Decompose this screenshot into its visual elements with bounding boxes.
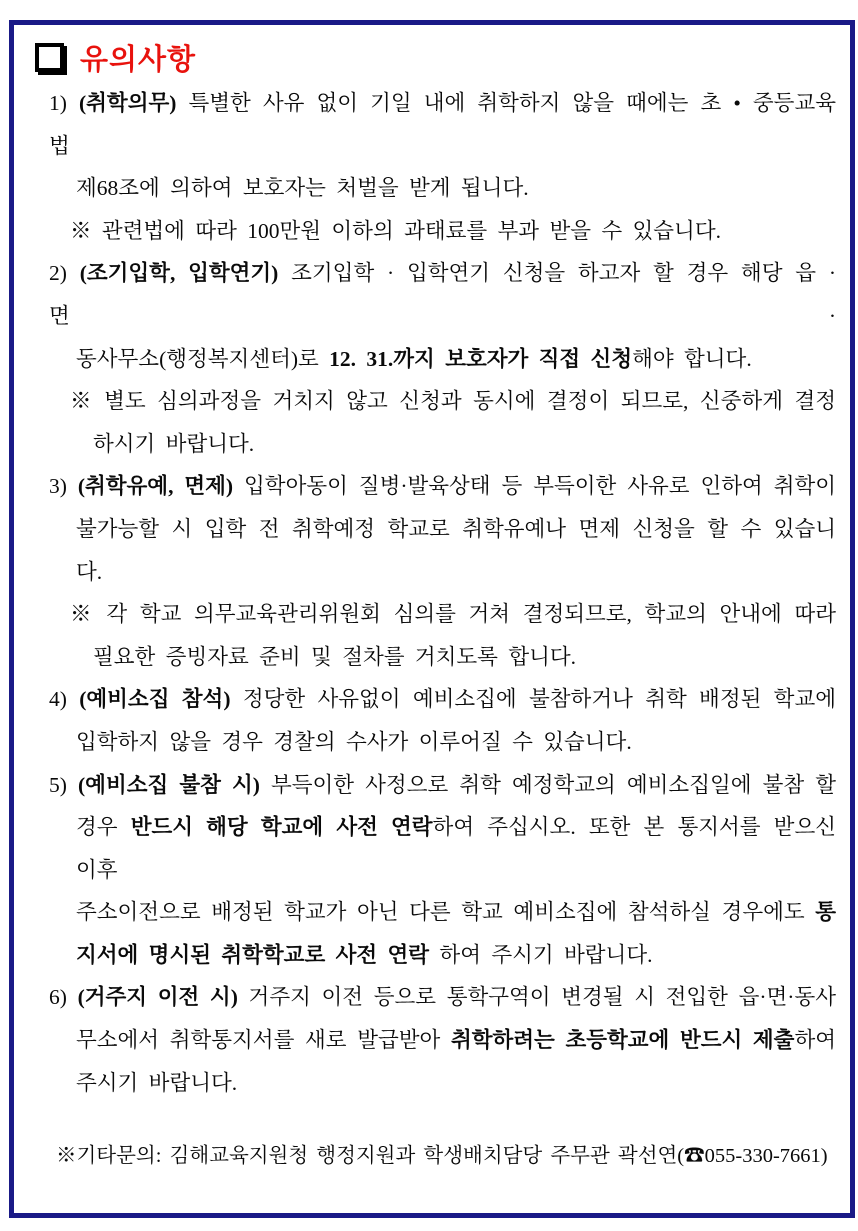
page-content <box>14 25 850 1168</box>
body-text: 필요한 증빙자료 준비 및 절차를 거치도록 합니다. <box>93 644 577 669</box>
contact-info: ※기타문의: 김해교육지원청 행정지원과 학생배치담당 주무관 곽선연(☎055-330-7661) <box>56 1145 828 1168</box>
emphasis-text: 취학하려는 초등학교에 반드시 제출 <box>450 1028 795 1053</box>
page-border-frame <box>9 20 855 1218</box>
body-text: 거주지 이전 등으로 통학구역이 변경될 시 전입한 읍·면·동사 <box>237 985 837 1010</box>
notice-line <box>27 508 836 593</box>
body-text: 하여 주십시오. 또한 본 통지서를 받으신 이후 <box>76 815 836 882</box>
body-text: 해야 합니다. <box>632 346 752 371</box>
body-text: 입학아동이 질병·발육상태 등 부득이한 사유로 인하여 취학이 <box>233 474 836 499</box>
notice-line <box>27 1062 836 1105</box>
body-text: 하여 주시기 바랍니다. <box>429 942 653 967</box>
emphasis-text: 반드시 해당 학교에 사전 연락 <box>130 815 433 840</box>
notice-line <box>27 593 836 636</box>
emphasis-text: 12. 31.까지 보호자가 직접 신청 <box>329 346 633 371</box>
shadowed-square-icon <box>35 43 64 72</box>
emphasis-text: 통 <box>815 900 836 925</box>
body-text: 2) <box>49 261 80 286</box>
body-text: 6) <box>49 985 78 1010</box>
body-text: 경우 <box>76 815 131 840</box>
notice-line <box>27 678 836 721</box>
notice-line <box>27 1019 836 1062</box>
notice-line <box>27 891 836 934</box>
body-text: 동사무소(행정복지센터)로 <box>76 346 330 371</box>
notice-line <box>27 934 836 977</box>
body-text: 입학하지 않을 경우 경찰의 수사가 이루어질 수 있습니다. <box>76 729 632 754</box>
body-text: 불가능할 시 입학 전 취학예정 학교로 취학유예나 면제 신청을 할 수 있습니다. <box>76 516 836 584</box>
notice-line <box>27 82 836 167</box>
body-text: 주소이전으로 배정된 학교가 아닌 다른 학교 예비소집에 참석하실 경우에도 <box>76 900 816 925</box>
emphasis-text: (거주지 이전 시) <box>77 985 238 1010</box>
emphasis-text: (취학유예, 면제) <box>77 474 234 499</box>
emphasis-text: (예비소집 불참 시) <box>78 772 260 797</box>
body-text: 정당한 사유없이 예비소집에 불참하거나 취학 배정된 학교에 <box>230 687 836 712</box>
notice-line <box>27 167 836 210</box>
notice-line <box>27 636 836 679</box>
body-text: 무소에서 취학통지서를 새로 발급받아 <box>76 1028 451 1053</box>
body-text: 하시기 바랍니다. <box>93 431 255 456</box>
body-text: 조기입학 · 입학연기 신청을 하고자 할 경우 해당 읍 · 면 · <box>49 261 836 328</box>
emphasis-text: 지서에 명시된 취학학교로 사전 연락 <box>76 942 430 967</box>
body-text: 4) <box>49 687 80 712</box>
section-title: 유의사항 <box>80 43 197 76</box>
body-text: 부득이한 사정으로 취학 예정학교의 예비소집일에 불참 할 <box>259 772 836 797</box>
body-text: 하여 <box>794 1028 836 1053</box>
notice-body <box>27 82 838 1104</box>
body-text: 특별한 사유 없이 기일 내에 취학하지 않을 때에는 초 • 중등교육법 <box>49 91 836 158</box>
body-text: ※ 각 학교 의무교육관리위원회 심의를 거쳐 결정되므로, 학교의 안내에 따라 <box>70 602 836 627</box>
notice-line <box>27 252 836 337</box>
body-text: 3) <box>49 474 78 499</box>
emphasis-text: (취학의무) <box>79 91 177 115</box>
emphasis-text: (예비소집 참석) <box>79 687 231 712</box>
notice-line <box>27 210 836 253</box>
notice-line <box>27 465 836 508</box>
notice-line <box>27 806 836 891</box>
body-text: 1) <box>49 91 79 115</box>
notice-line <box>27 764 836 807</box>
notice-line <box>27 380 836 423</box>
body-text: 5) <box>49 772 79 797</box>
body-text: ※ 별도 심의과정을 거치지 않고 신청과 동시에 결정이 되므로, 신중하게 결정 <box>70 389 836 414</box>
section-title-row <box>35 40 838 74</box>
notice-line <box>27 338 836 381</box>
body-text: 제68조에 의하여 보호자는 처벌을 받게 됩니다. <box>76 176 529 201</box>
notice-line <box>27 423 836 466</box>
body-text: 주시기 바랍니다. <box>76 1070 238 1095</box>
notice-line <box>27 721 836 764</box>
emphasis-text: (조기입학, 입학연기) <box>79 261 279 286</box>
body-text: ※ 관련법에 따라 100만원 이하의 과태료를 부과 받을 수 있습니다. <box>70 218 721 243</box>
notice-line <box>27 976 836 1019</box>
